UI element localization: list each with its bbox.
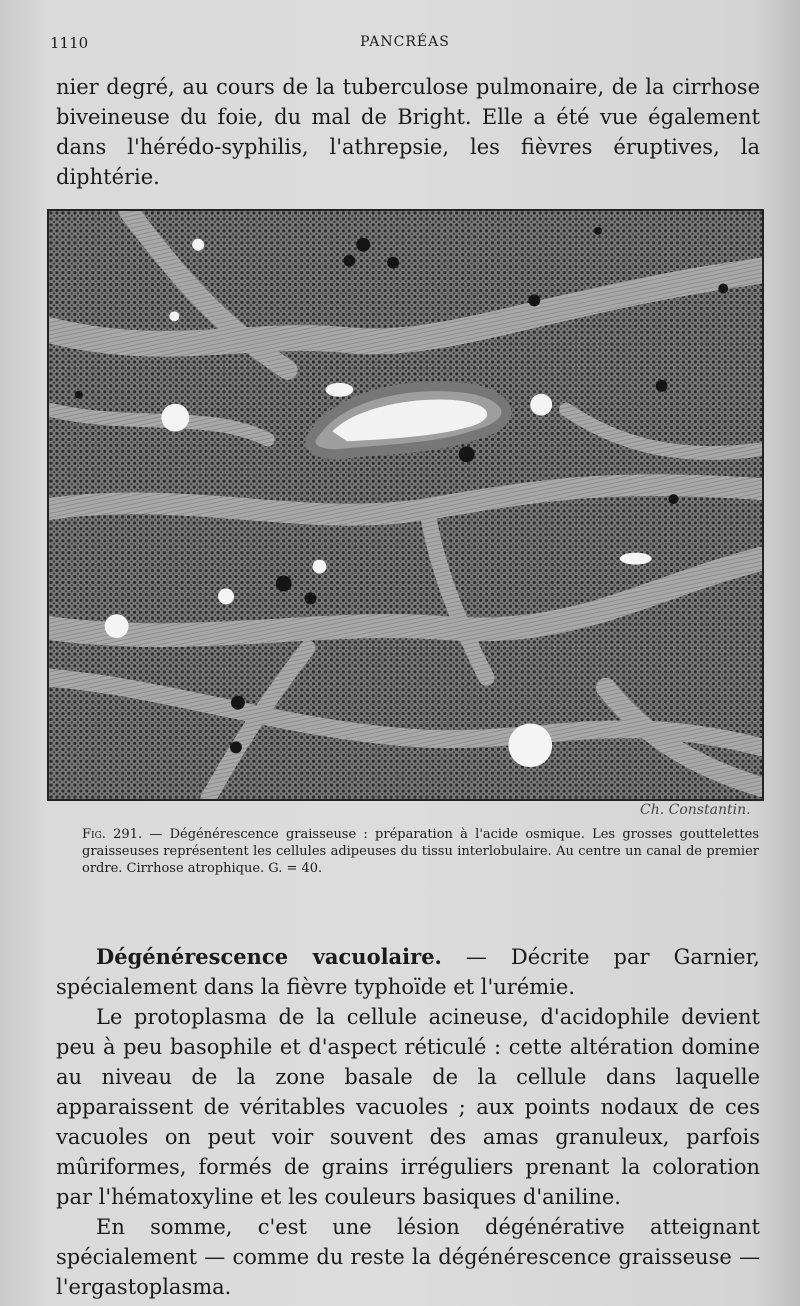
histology-figure [47, 209, 764, 801]
illustrator-signature: Ch. Constantin. [640, 802, 751, 818]
top-paragraph [56, 72, 760, 192]
section-intro-text: — Décrite par Garnier, spécialement dans la fièvre typhoïde et l'urémie. [56, 945, 760, 999]
page-header [50, 34, 760, 56]
section-intro [56, 942, 760, 1002]
section-paragraph-3: En somme, c'est une lésion dégénérative atteignant spécialement — comme du reste la dégénérescence graisseuse — l'ergastoplasma. [56, 1215, 760, 1299]
figure-label: Fig. 291. [82, 827, 143, 842]
figure-caption [82, 826, 759, 877]
section-paragraph-2: Le protoplasma de la cellule acineuse, d'acidophile devient peu à peu basophile et d'aspect réticulé : cette altération domine au niveau de la zone basale de la cellule dans laquelle apparaissent de véritables vacuoles ; aux points nodaux de ces vacuoles on peut voir souvent des amas granuleux, parfois mûriformes, formés de grains irréguliers prenant la coloration par l'hématoxyline et les couleurs basiques d'aniline. [56, 1005, 760, 1209]
section-vacuolar-degeneration [56, 942, 760, 1302]
page-number: 1110 [50, 34, 89, 52]
figure-caption-text: — Dégénérescence graisseuse : préparation à l'acide osmique. Les grosses gouttelettes graisseuses représentent les cellules adipeuses du tissu interlobulaire. Au centre un canal de premier ordre. Cirrhose atrophique. G. = 40. [82, 827, 759, 876]
top-paragraph-text: nier degré, au cours de la tuberculose pulmonaire, de la cirrhose biveineuse du foie, du mal de Bright. Elle a été vue également dans l'hérédo-syphilis, l'athrepsie, les fièvres éruptives, la diphtérie. [56, 75, 760, 189]
micrograph-illustration [49, 211, 762, 799]
section-title: Dégénérescence vacuolaire. [96, 944, 442, 969]
running-title: PANCRÉAS [360, 34, 450, 50]
